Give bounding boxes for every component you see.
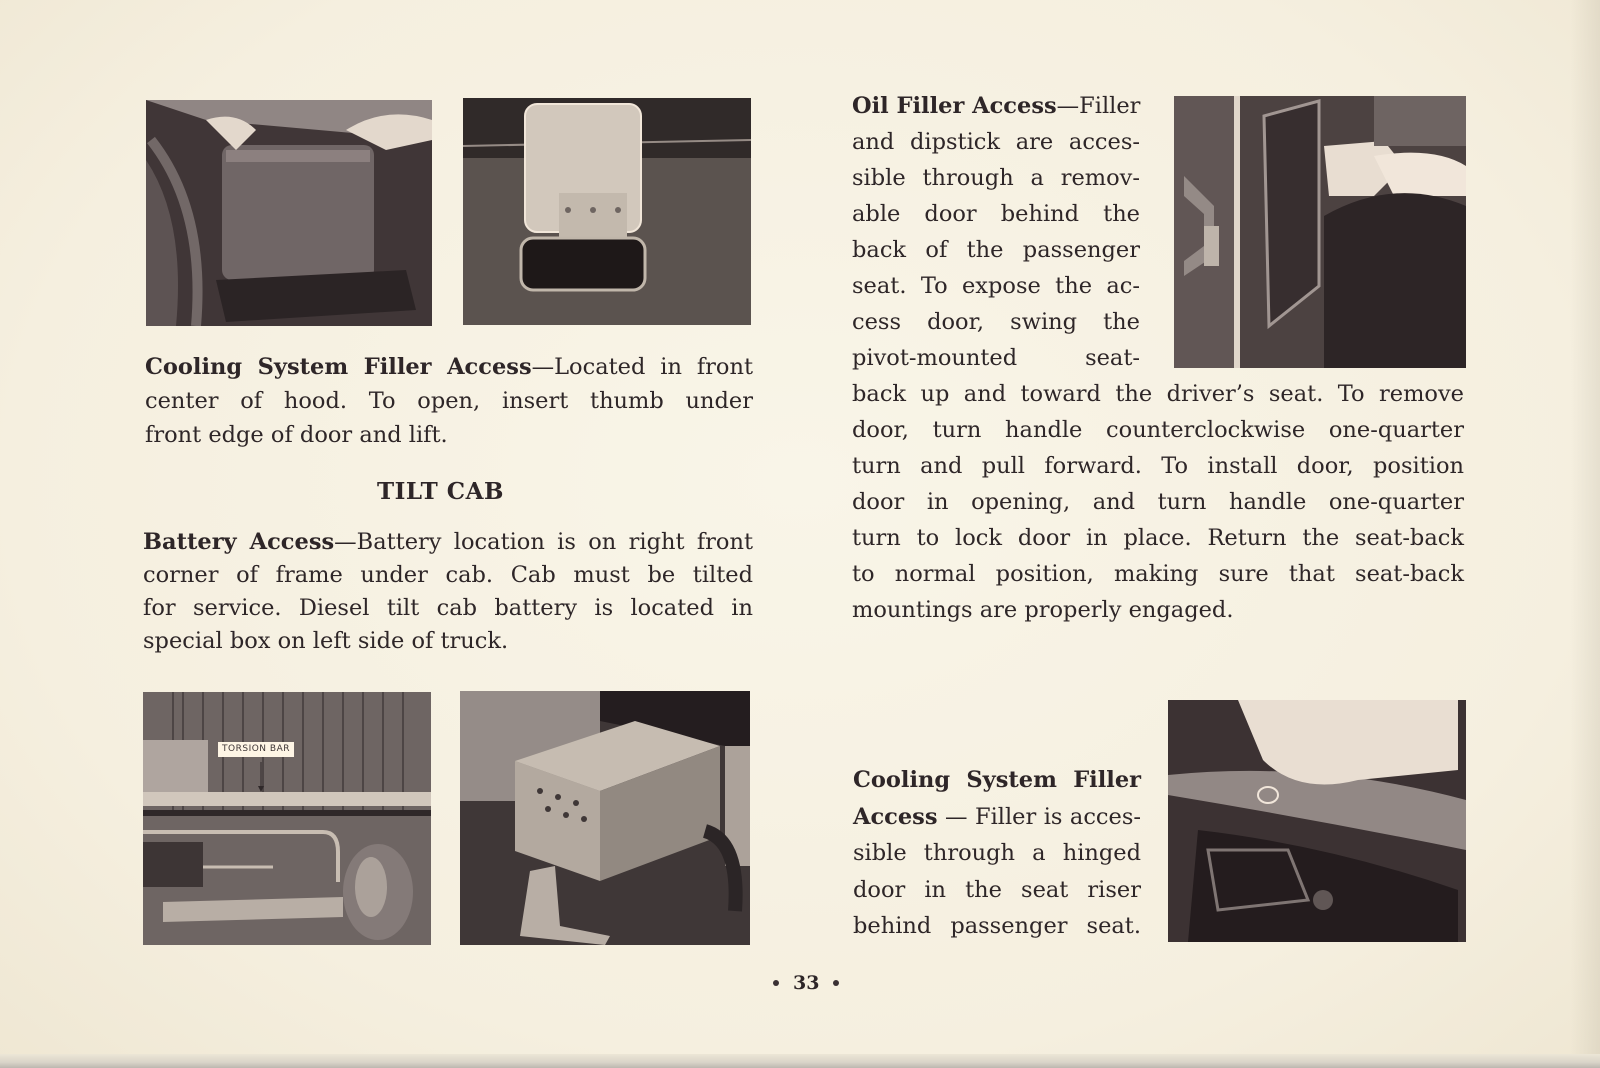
tilt-cab-heading: TILT CAB [377,478,504,505]
cooling-line-3: front edge of door and lift. [145,422,448,448]
cooling-line-1-rest: —Located in front [531,354,753,380]
riser-line-1 [853,762,1141,799]
oil-wide-line-5: turn to lock door in place. Return the seat-back [852,525,1464,551]
oil-wide-line-3: turn and pull forward. To install door, position [852,453,1464,479]
cooling-filler-door-hood-photo [146,100,432,326]
torsion-bar-label: TORSION BAR [218,742,294,757]
battery-access-paragraph [143,526,753,658]
page-number [773,972,839,994]
riser-lead-1: Cooling System Filler [853,767,1141,793]
oil-line-7: cess door, swing the [852,309,1140,335]
oil-line-8: pivot-mounted seat- [852,345,1140,371]
torsion-bar-photo [143,692,431,945]
oil-line-6: seat. To expose the ac- [852,273,1140,299]
oil-filler-paragraph-narrow [852,88,1140,376]
page-number-value: 33 [793,972,820,994]
battery-line-1-rest: —Battery location is on right front [334,529,754,555]
oil-lead: Oil Filler Access [852,93,1057,119]
riser-line-4: door in the seat riser [853,876,1141,903]
cooling-line-2: center of hood. To open, insert thumb under [145,388,753,414]
seat-riser-cooling-paragraph [853,762,1141,945]
battery-line-4: special box on left side of truck. [143,628,509,654]
oil-line-3: sible through a remov- [852,165,1140,191]
cooling-system-filler-paragraph [145,350,753,452]
seat-riser-filler-door-photo [1168,700,1466,942]
cooling-filler-door-open-photo [463,98,751,325]
oil-wide-line-7: mountings are properly engaged. [852,597,1234,623]
battery-lead: Battery Access [143,529,335,555]
oil-wide-line-2: door, turn handle counterclockwise one-quarter [852,417,1464,443]
oil-line-2: and dipstick are acces- [852,129,1140,155]
riser-line-3: sible through a hinged [853,840,1141,866]
oil-filler-paragraph-wide [852,376,1464,628]
battery-line-3: for service. Diesel tilt cab battery is located in [143,595,753,621]
battery-line-2: corner of frame under cab. Cab must be tilted [143,562,753,588]
oil-line-4: able door behind the [852,201,1140,227]
oil-line-5: back of the passenger [852,237,1140,263]
page-binding-shadow [1570,0,1600,1068]
riser-lead-2: Access [853,803,938,830]
diesel-battery-box-photo [460,691,750,945]
riser-line-5: behind passenger seat. [853,913,1141,939]
oil-wide-line-6: to normal position, making sure that seat-back [852,561,1464,587]
page-bottom-edge [0,1054,1600,1068]
oil-line-1-rest: —Filler [1056,93,1141,119]
bullet-right [833,980,839,986]
battery-line-1 [143,526,753,559]
oil-line-1 [852,88,1140,124]
cooling-line-1 [145,350,753,384]
bullet-left [773,980,779,986]
oil-wide-line-1: back up and toward the driver’s seat. To remove [852,381,1464,407]
oil-wide-line-4: door in opening, and turn handle one-quarter [852,489,1464,515]
riser-line-2 [853,799,1141,836]
cooling-lead: Cooling System Filler Access [145,354,532,380]
riser-line-2-rest: — Filler is acces- [937,803,1141,830]
oil-filler-access-door-photo [1174,96,1466,368]
